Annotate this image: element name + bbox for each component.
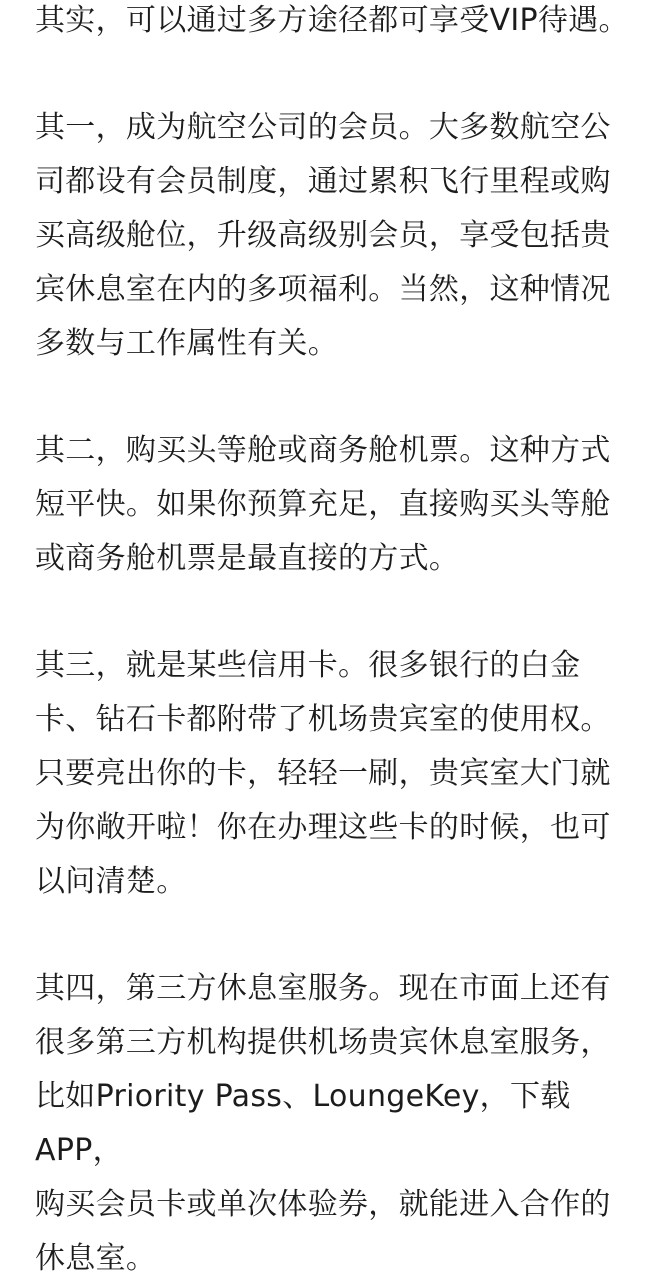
paragraph-spacer	[35, 371, 635, 424]
paragraph-first-class-ticket: 其二，购买头等舱或商务舱机票。这种方式 短平快。如果你预算充足，直接购买头等舱 或商务舱机票是最直接的方式。	[35, 433, 611, 576]
paragraph-third-party-lounge: 其四，第三方休息室服务。现在市面上还有 很多第三方机构提供机场贵宾休息室服务， 比如Priority Pass、LoungeKey，下载APP， 购买会员卡或单次体验券，就能进入合作的 休息室。	[35, 971, 611, 1276]
paragraph-intro: 其实，可以通过多方途径都可享受VIP待遇。	[35, 3, 629, 38]
paragraph-spacer	[35, 909, 635, 962]
paragraph-spacer	[35, 586, 635, 639]
article-body	[35, 0, 635, 1286]
paragraph-spacer	[35, 48, 635, 101]
paragraph-airline-membership: 其一，成为航空公司的会员。大多数航空公 司都设有会员制度，通过累积飞行里程或购 买高级舱位，升级高级别会员，享受包括贵 宾休息室在内的多项福利。当然，这种情况 多数与工作属性有关。	[35, 110, 611, 361]
paragraph-credit-card: 其三，就是某些信用卡。很多银行的白金 卡、钻石卡都附带了机场贵宾室的使用权。 只要亮出你的卡，轻轻一刷，贵宾室大门就 为你敞开啦！你在办理这些卡的时候，也可 以问清楚。	[35, 648, 611, 899]
